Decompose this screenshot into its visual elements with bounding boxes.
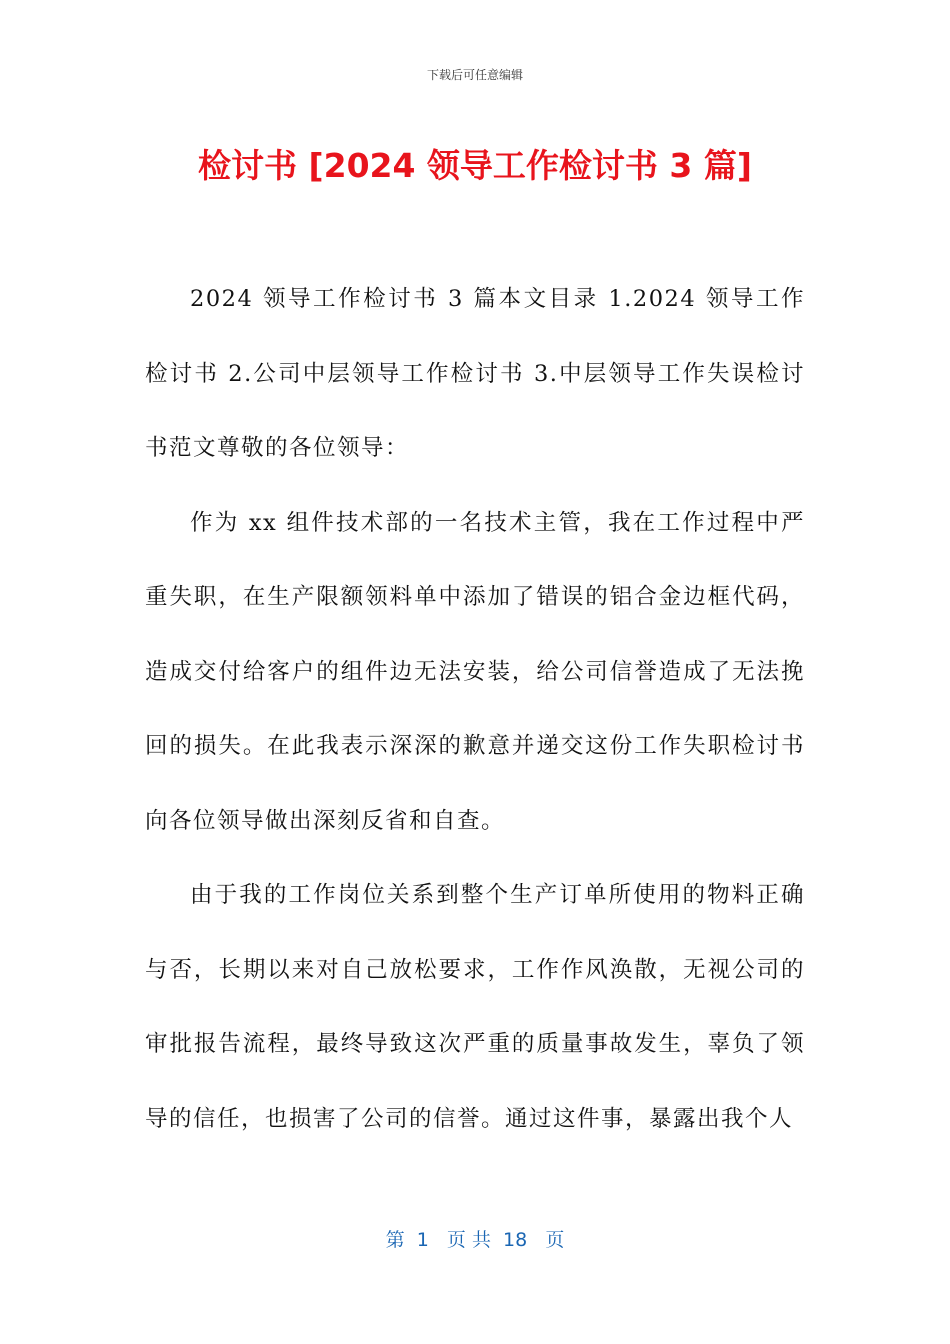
header-note: 下载后可任意编辑 bbox=[426, 68, 523, 82]
page-number-footer: 第 1 页 共 18 页 bbox=[385, 1229, 565, 1251]
paragraph-reflection: 由于我的工作岗位关系到整个生产订单所使用的物料正确与否，长期以来对自己放松要求，工作作风涣散，无视公司的审批报告流程，最终导致这次严重的质量事故发生，辜负了领导的信任，也损害了公司的信誉。通过这件事，暴露出我个人 bbox=[145, 882, 805, 1132]
document-body bbox=[145, 262, 805, 1156]
document-title: 检讨书 [2024 领导工作检讨书 3 篇] bbox=[198, 146, 752, 185]
paragraph-incident: 作为 xx 组件技术部的一名技术主管，我在工作过程中严重失职，在生产限额领料单中添加了错误的铝合金边框代码，造成交付给客户的组件边无法安装，给公司信誉造成了无法挽回的损失。在此我表示深深的歉意并递交这份工作失职检讨书向各位领导做出深刻反省和自查。 bbox=[145, 509, 805, 834]
paragraph-toc: 2024 领导工作检讨书 3 篇本文目录 1.2024 领导工作检讨书 2.公司中层领导工作检讨书 3.中层领导工作失误检讨书范文尊敬的各位领导： bbox=[145, 286, 805, 461]
